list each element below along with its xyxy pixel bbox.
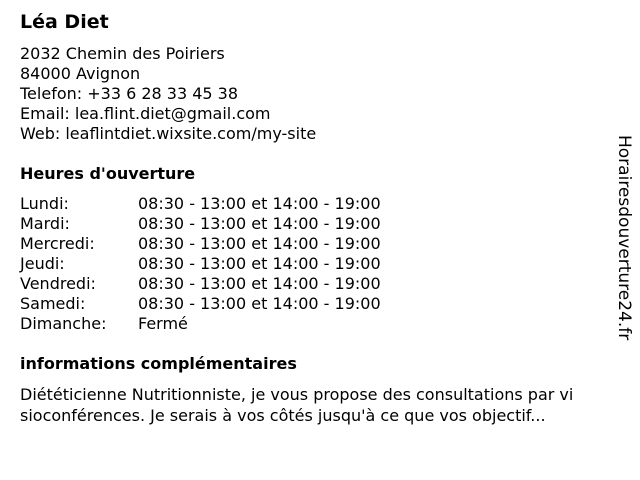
contact-block (20, 44, 316, 144)
additional-info-heading: informations complémentaires (20, 354, 297, 373)
hours-day: Samedi: (20, 294, 86, 313)
additional-info-text (20, 384, 573, 426)
hours-day: Lundi: (20, 194, 69, 213)
site-watermark (611, 135, 637, 345)
hours-row-tuesday (20, 214, 440, 234)
hours-time: 08:30 - 13:00 et 14:00 - 19:00 (138, 274, 381, 293)
phone-line: Telefon: +33 6 28 33 45 38 (20, 84, 239, 103)
hours-row-monday (20, 194, 440, 214)
address-city: 84000 Avignon (20, 64, 141, 83)
hours-time: 08:30 - 13:00 et 14:00 - 19:00 (138, 214, 381, 233)
hours-time: Fermé (138, 314, 188, 333)
info-line-2: sioconférences. Je serais à vos côtés jusqu'à ce que vos objectif... (20, 406, 546, 425)
email-line: Email: lea.flint.diet@gmail.com (20, 104, 271, 123)
hours-day: Mercredi: (20, 234, 95, 253)
hours-row-friday (20, 274, 440, 294)
info-line-1: Diététicienne Nutritionniste, je vous propose des consultations par vi (20, 385, 574, 404)
hours-row-sunday (20, 314, 440, 334)
watermark-text: Horairesdouverture24.fr (614, 135, 634, 341)
hours-day: Mardi: (20, 214, 70, 233)
hours-row-wednesday (20, 234, 440, 254)
hours-day: Jeudi: (20, 254, 65, 273)
hours-day: Dimanche: (20, 314, 107, 333)
hours-time: 08:30 - 13:00 et 14:00 - 19:00 (138, 234, 381, 253)
web-line: Web: leaflintdiet.wixsite.com/my-site (20, 124, 317, 143)
address-street: 2032 Chemin des Poiriers (20, 44, 225, 63)
hours-time: 08:30 - 13:00 et 14:00 - 19:00 (138, 254, 381, 273)
business-name: Léa Diet (20, 11, 109, 33)
hours-day: Vendredi: (20, 274, 96, 293)
opening-hours-table (20, 194, 440, 334)
hours-time: 08:30 - 13:00 et 14:00 - 19:00 (138, 194, 381, 213)
hours-row-thursday (20, 254, 440, 274)
hours-row-saturday (20, 294, 440, 314)
opening-hours-heading: Heures d'ouverture (20, 164, 196, 183)
hours-time: 08:30 - 13:00 et 14:00 - 19:00 (138, 294, 381, 313)
